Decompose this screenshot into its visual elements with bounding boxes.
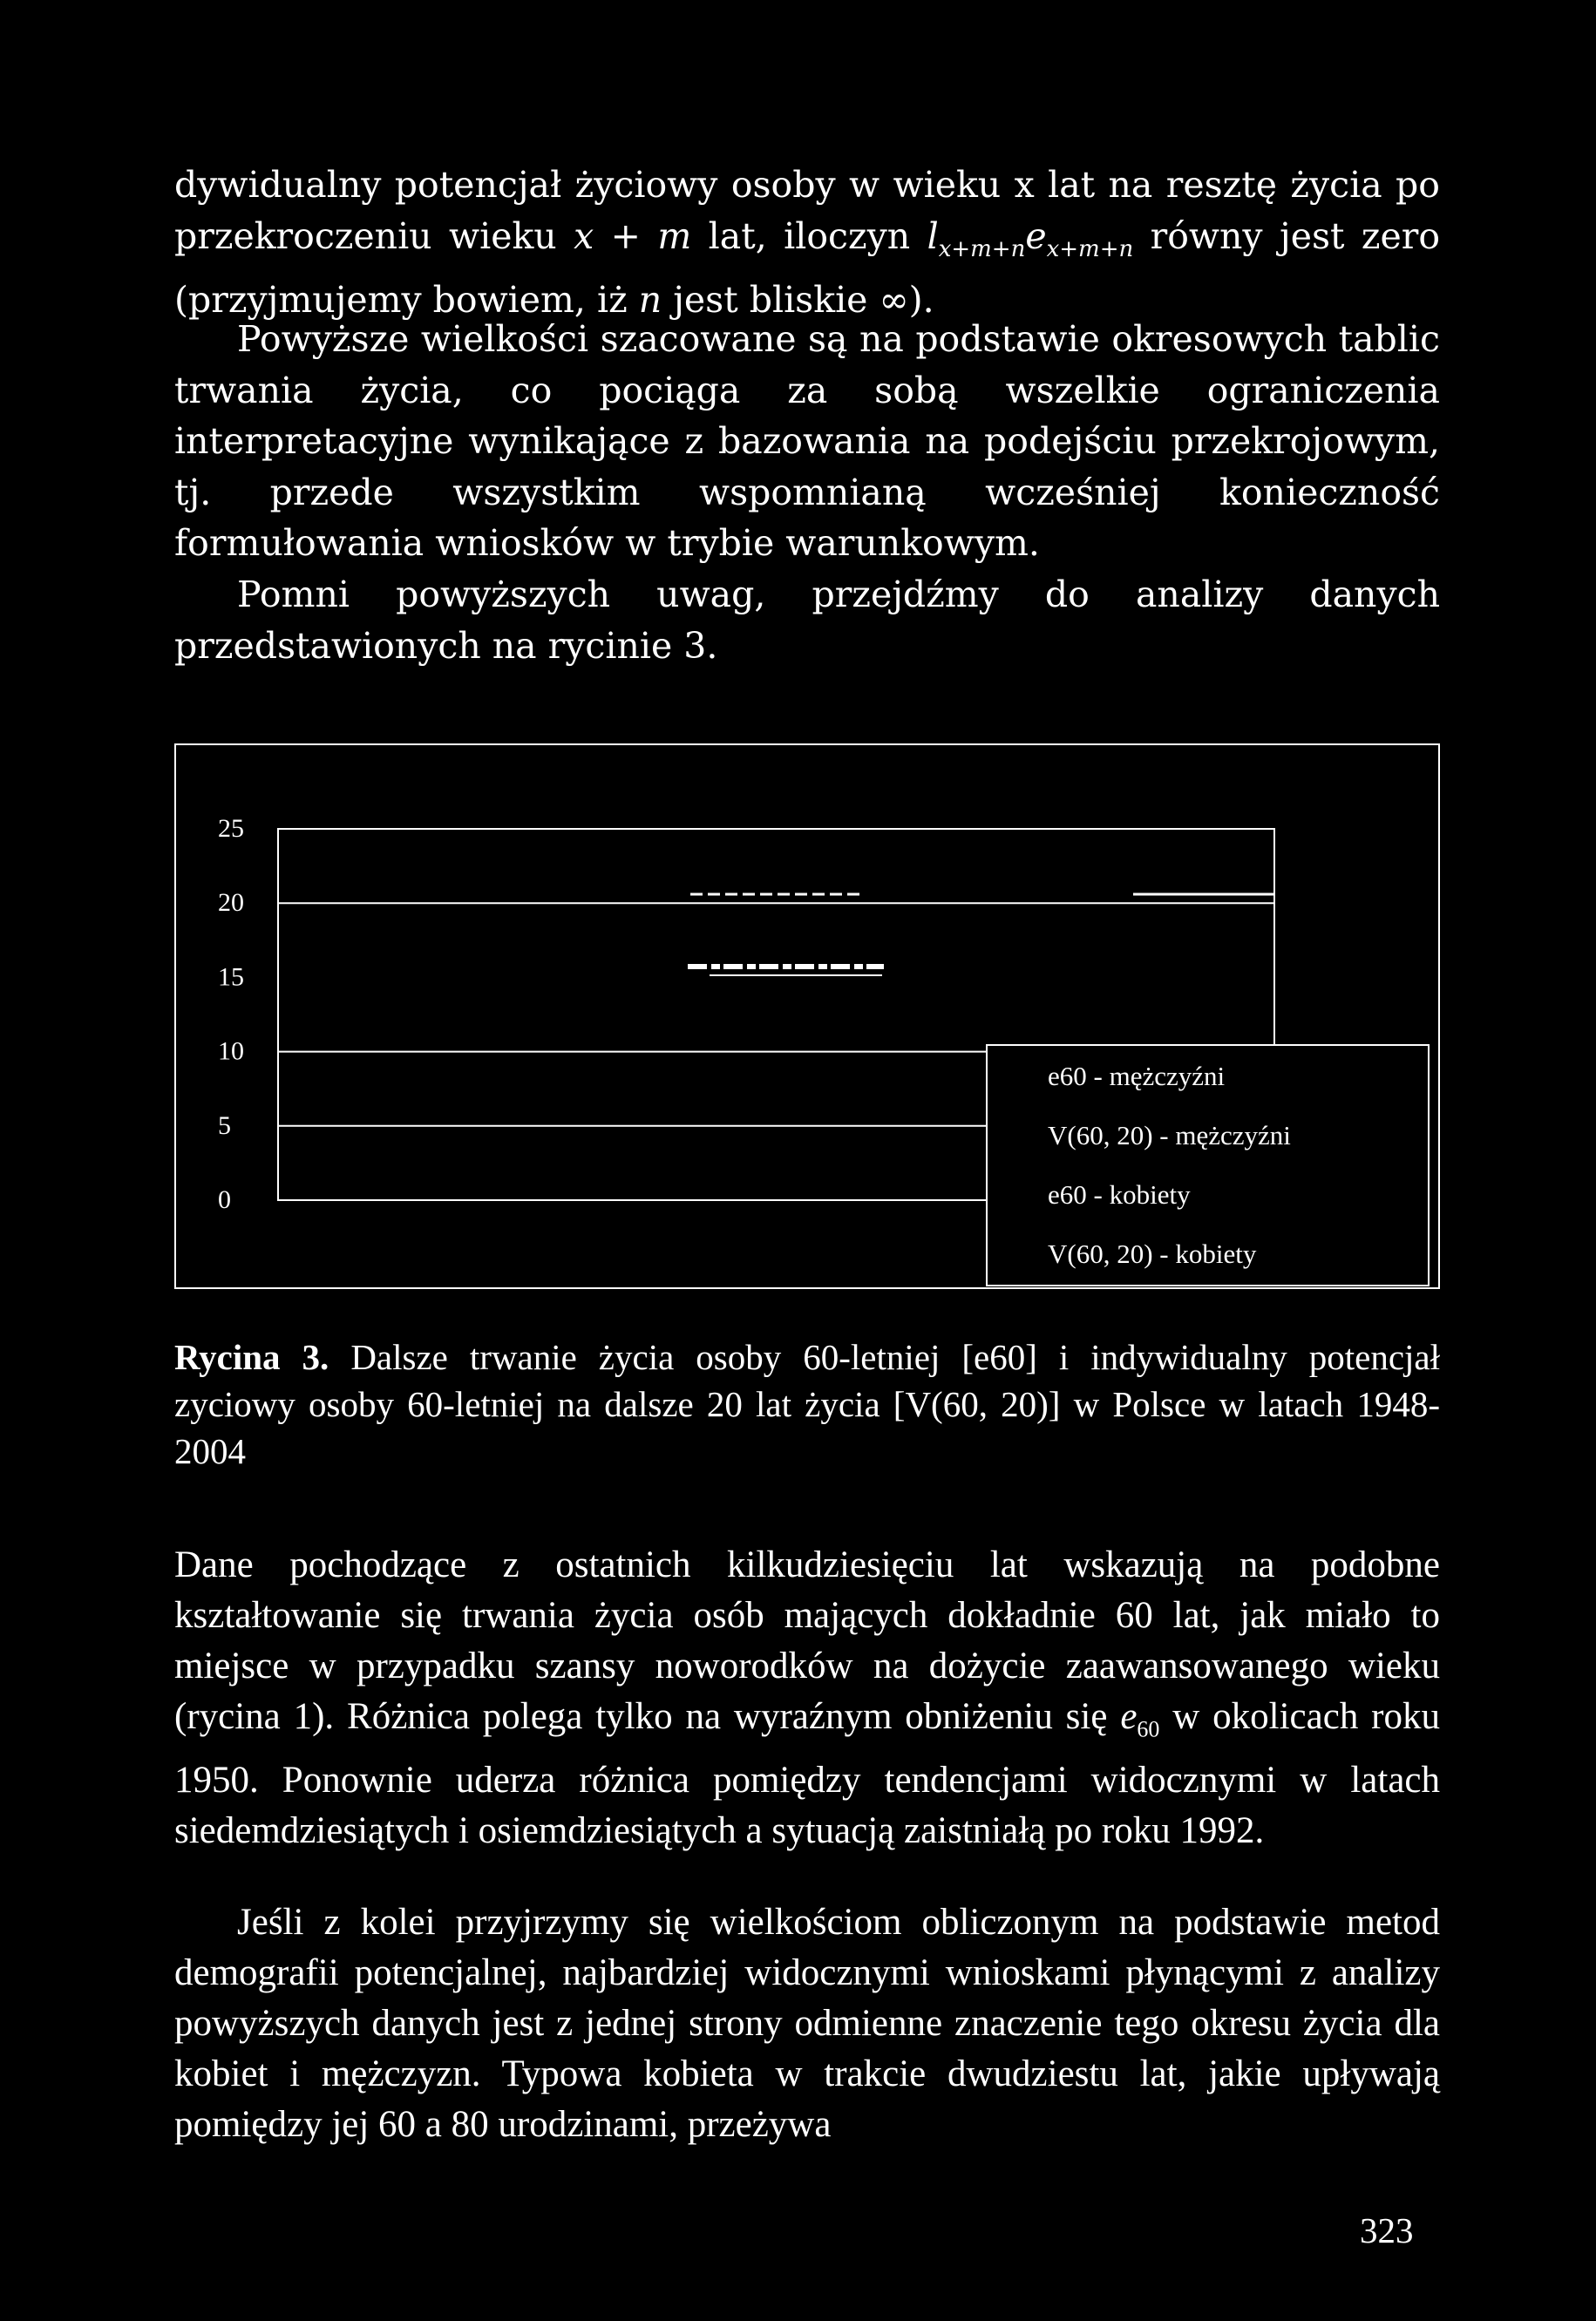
math-e60: e — [1120, 1696, 1138, 1737]
math-l: l — [927, 214, 939, 257]
math-e60-subscript: 60 — [1137, 1716, 1160, 1742]
math-x: x — [574, 214, 594, 257]
math-l-subscript: x+m+n — [938, 235, 1026, 262]
y-tick-label: 25 — [218, 814, 244, 843]
legend-entry: V(60, 20) - kobiety — [1048, 1239, 1257, 1269]
math-e: e — [1025, 214, 1047, 257]
legend-entry: V(60, 20) - mężczyźni — [1048, 1120, 1291, 1150]
y-tick-label: 20 — [218, 888, 244, 918]
math-m: m — [657, 214, 692, 257]
text-run: Dane pochodzące z ostatnich kilkudziesięciu lat wskazują na podobne kształtowanie się trwania życia osób mających dokładnie 60 lat, jak miało to miejsce w przypadku szansy noworodków na dożycie zaawansowanego wieku (rycina 1). Różnica polega tylko na wyraźnym obniżeniu się — [174, 1544, 1440, 1737]
text-run: równy jest zero (przyjmujemy bowiem, iż — [174, 214, 1441, 322]
paragraph-pomni: Pomni powyższych uwag, przejdźmy do analizy danych przedstawionych na rycinie 3. — [174, 573, 1440, 667]
legend-entry: e60 - kobiety — [1048, 1179, 1191, 1210]
caption-label: Rycina 3. — [174, 1337, 329, 1377]
paragraph-dane — [174, 1540, 1440, 1856]
y-tick-label: 0 — [218, 1185, 231, 1214]
math-e-subscript: x+m+n — [1046, 235, 1134, 262]
y-tick-label: 10 — [218, 1036, 244, 1066]
text-run: jest bliskie ∞). — [662, 279, 934, 322]
legend-entry: e60 - mężczyźni — [1048, 1061, 1226, 1091]
figure-caption — [174, 1334, 1440, 1475]
text-run: + — [594, 214, 658, 257]
y-tick-label: 15 — [218, 962, 244, 992]
chart-svg — [176, 745, 1438, 1287]
caption-text: Dalsze trwanie życia osoby 60-letniej [e60] i indywidualny potencjał zyciowy osoby 60-letniej na dalsze 20 lat życia [V(60, 20)] w Polsce w latach 1948-2004 — [174, 1337, 1440, 1471]
text-run: w okolicach roku 1950. Ponownie uderza różnica pomiędzy tendencjami widocznymi w latach siedemdziesiątych i osiemdziesiątych a sytuacją zaistniałą po roku 1992. — [174, 1696, 1440, 1851]
paragraph-jesli: Jeśli z kolei przyjrzymy się wielkościom obliczonym na podstawie metod demografii potencjalnej, najbardziej widocznymi wnioskami płynącymi z analizy powyższych danych jest z jednej strony odmienne znaczenie tego okresu życia dla kobiet i mężczyzn. Typowa kobieta w trakcie dwudziestu lat, jakie upływają pomiędzy jej 60 a 80 urodzinami, przeżywa — [174, 1902, 1440, 2145]
y-tick-label: 5 — [218, 1110, 231, 1140]
text-run: lat, iloczyn — [691, 214, 927, 257]
page-number: 323 — [1360, 2210, 1414, 2250]
paragraph-continuation — [174, 159, 1440, 326]
paragraph-powyzsze: Powyższe wielkości szacowane są na podstawie okresowych tablic trwania życia, co pociąga za sobą wszelkie ograniczenia interpretacyjne wynikające z bazowania na podejściu przekrojowym, tj. przede wszystkim wspomnianą wcześniej konieczność formułowania wniosków w trybie warunkowym. — [174, 318, 1440, 564]
text-run: dywidualny potencjał życiowy osoby w wieku x lat na resztę życia po przekroczeniu wieku — [174, 164, 1440, 257]
math-n: n — [638, 279, 662, 322]
chart-figure — [174, 743, 1440, 1289]
